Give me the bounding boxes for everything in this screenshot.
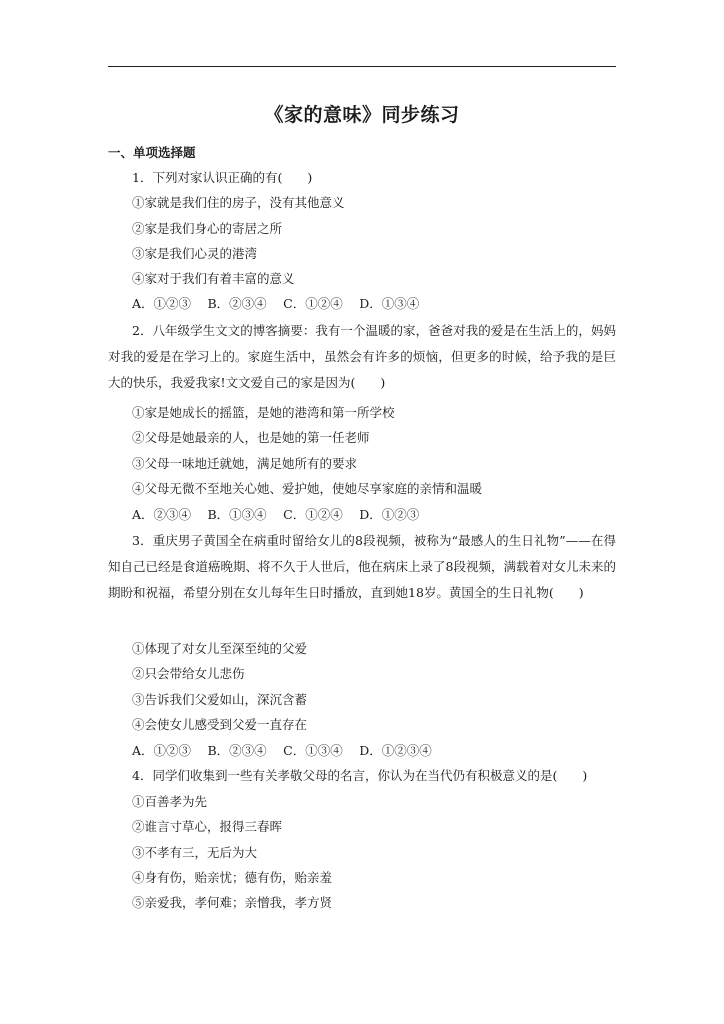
question-4-item-1: ①百善孝为先: [132, 794, 208, 809]
question-3-item-4: ④会使女儿感受到父爱一直存在: [132, 717, 308, 732]
question-2-item-3: ③父母一味地迁就她，满足她所有的要求: [132, 456, 358, 471]
question-1-stem: 1．下列对家认识正确的有( ): [132, 170, 313, 185]
question-4-stem: 4．同学们收集到一些有关孝敬父母的名言，你认为在当代仍有积极意义的是( ): [132, 768, 588, 783]
section-heading: 一、单项选择题: [108, 145, 196, 160]
document-title: 《家的意味》同步练习: [264, 104, 460, 126]
question-1-item-1: ①家就是我们住的房子，没有其他意义: [132, 195, 345, 210]
question-3-item-2: ②只会带给女儿悲伤: [132, 666, 245, 681]
question-3-item-3: ③告诉我们父爱如山，深沉含蓄: [132, 692, 308, 707]
question-1-item-3: ③家是我们心灵的港湾: [132, 246, 258, 261]
question-2-item-4: ④父母无微不至地关心她、爱护她，使她尽享家庭的亲情和温暖: [132, 481, 483, 496]
question-2-item-1: ①家是她成长的摇篮，是她的港湾和第一所学校: [132, 405, 395, 420]
question-2-options: A．②③④ B．①③④ C．①②④ D．①②③: [132, 507, 420, 522]
question-3-options: A．①②③ B．②③④ C．①③④ D．①②③④: [132, 743, 432, 758]
header-rule: [108, 66, 616, 67]
question-1-options: A．①②③ B．②③④ C．①②④ D．①③④: [132, 296, 420, 311]
question-3-stem: 3．重庆男子黄国全在病重时留给女儿的8段视频，被称为“最感人的生日礼物”——在得知自己已经是食道癌晚期、将不久于人世后，他在病床上录了8段视频，满载着对女儿未来的期盼和祝福，希望分别在女儿每年生日时播放，直到她18岁。黄国全的生日礼物( ): [108, 533, 616, 600]
question-4-item-3: ③不孝有三，无后为大: [132, 845, 258, 860]
question-4-item-2: ②谁言寸草心，报得三春晖: [132, 819, 283, 834]
question-4-item-5: ⑤亲爱我，孝何难；亲憎我，孝方贤: [132, 895, 333, 910]
question-2-stem: 2．八年级学生文文的博客摘要：我有一个温暖的家，爸爸对我的爱是在生活上的，妈妈对我的爱是在学习上的。家庭生活中，虽然会有许多的烦恼，但更多的时候，给予我的是巨大的快乐，我爱我家!文文爱自己的家是因为( ): [108, 323, 616, 390]
question-4-item-4: ④身有伤，贻亲忧；德有伤，贻亲羞: [132, 870, 333, 885]
question-1-item-2: ②家是我们身心的寄居之所: [132, 221, 283, 236]
question-2-item-2: ②父母是她最亲的人，也是她的第一任老师: [132, 430, 370, 445]
question-3-item-1: ①体现了对女儿至深至纯的父爱: [132, 641, 308, 656]
question-1-item-4: ④家对于我们有着丰富的意义: [132, 271, 295, 286]
